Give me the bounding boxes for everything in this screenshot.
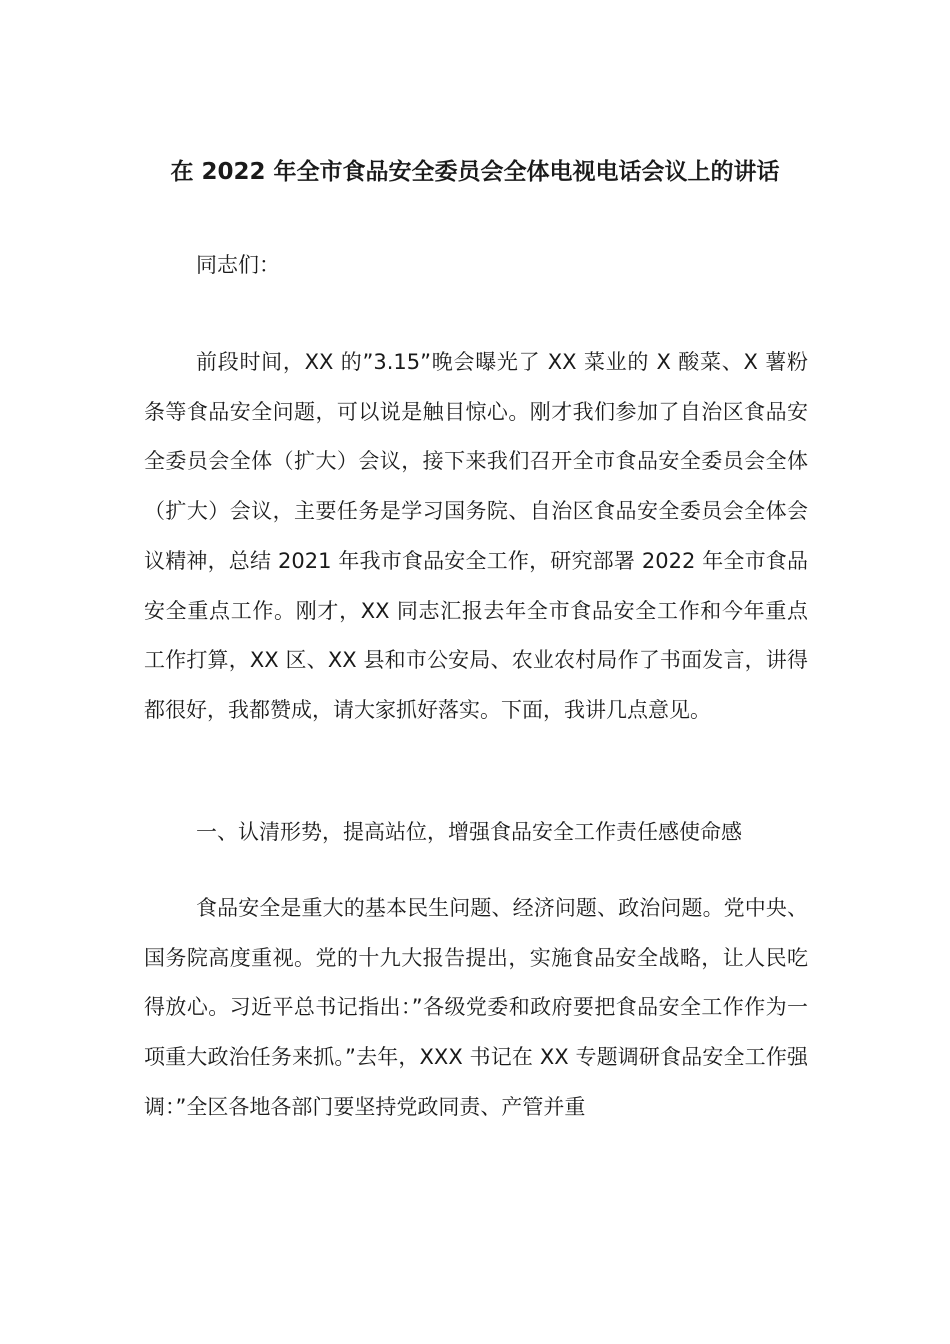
section-heading-1: 一、认清形势，提高站位，增强食品安全工作责任感使命感 [196, 820, 742, 844]
document-title: 在 2022 年全市食品安全委员会全体电视电话会议上的讲话 [170, 159, 780, 185]
paragraph-intro: 前段时间，XX 的”3.15”晚会曝光了 XX 菜业的 X 酸菜、X 薯粉条等食品安全问题，可以说是触目惊心。刚才我们参加了自治区食品安全委员会全体（扩大）会议，接下来我们召开全市食品安全委员会全体（扩大）会议，主要任务是学习国务院、自治区食品安全委员会全体会议精神，总结 2021 年我市食品安全工作，研究部署 2022 年全市食品安全重点工作。刚才，XX 同志汇报去年全市食品安全工作和今年重点工作打算，XX 区、XX 县和市公安局、农业农村局作了书面发言，讲得都很好，我都赞成，请大家抓好落实。下面，我讲几点意见。 [144, 350, 808, 722]
salutation: 同志们： [196, 253, 280, 277]
paragraph-section-1: 食品安全是重大的基本民生问题、经济问题、政治问题。党中央、国务院高度重视。党的十九大报告提出，实施食品安全战略，让人民吃得放心。习近平总书记指出：”各级党委和政府要把食品安全工作作为一项重大政治任务来抓。”去年，XXX 书记在 XX 专题调研食品安全工作强调：”全区各地各部门要坚持党政同责、产管并重 [144, 896, 808, 1119]
